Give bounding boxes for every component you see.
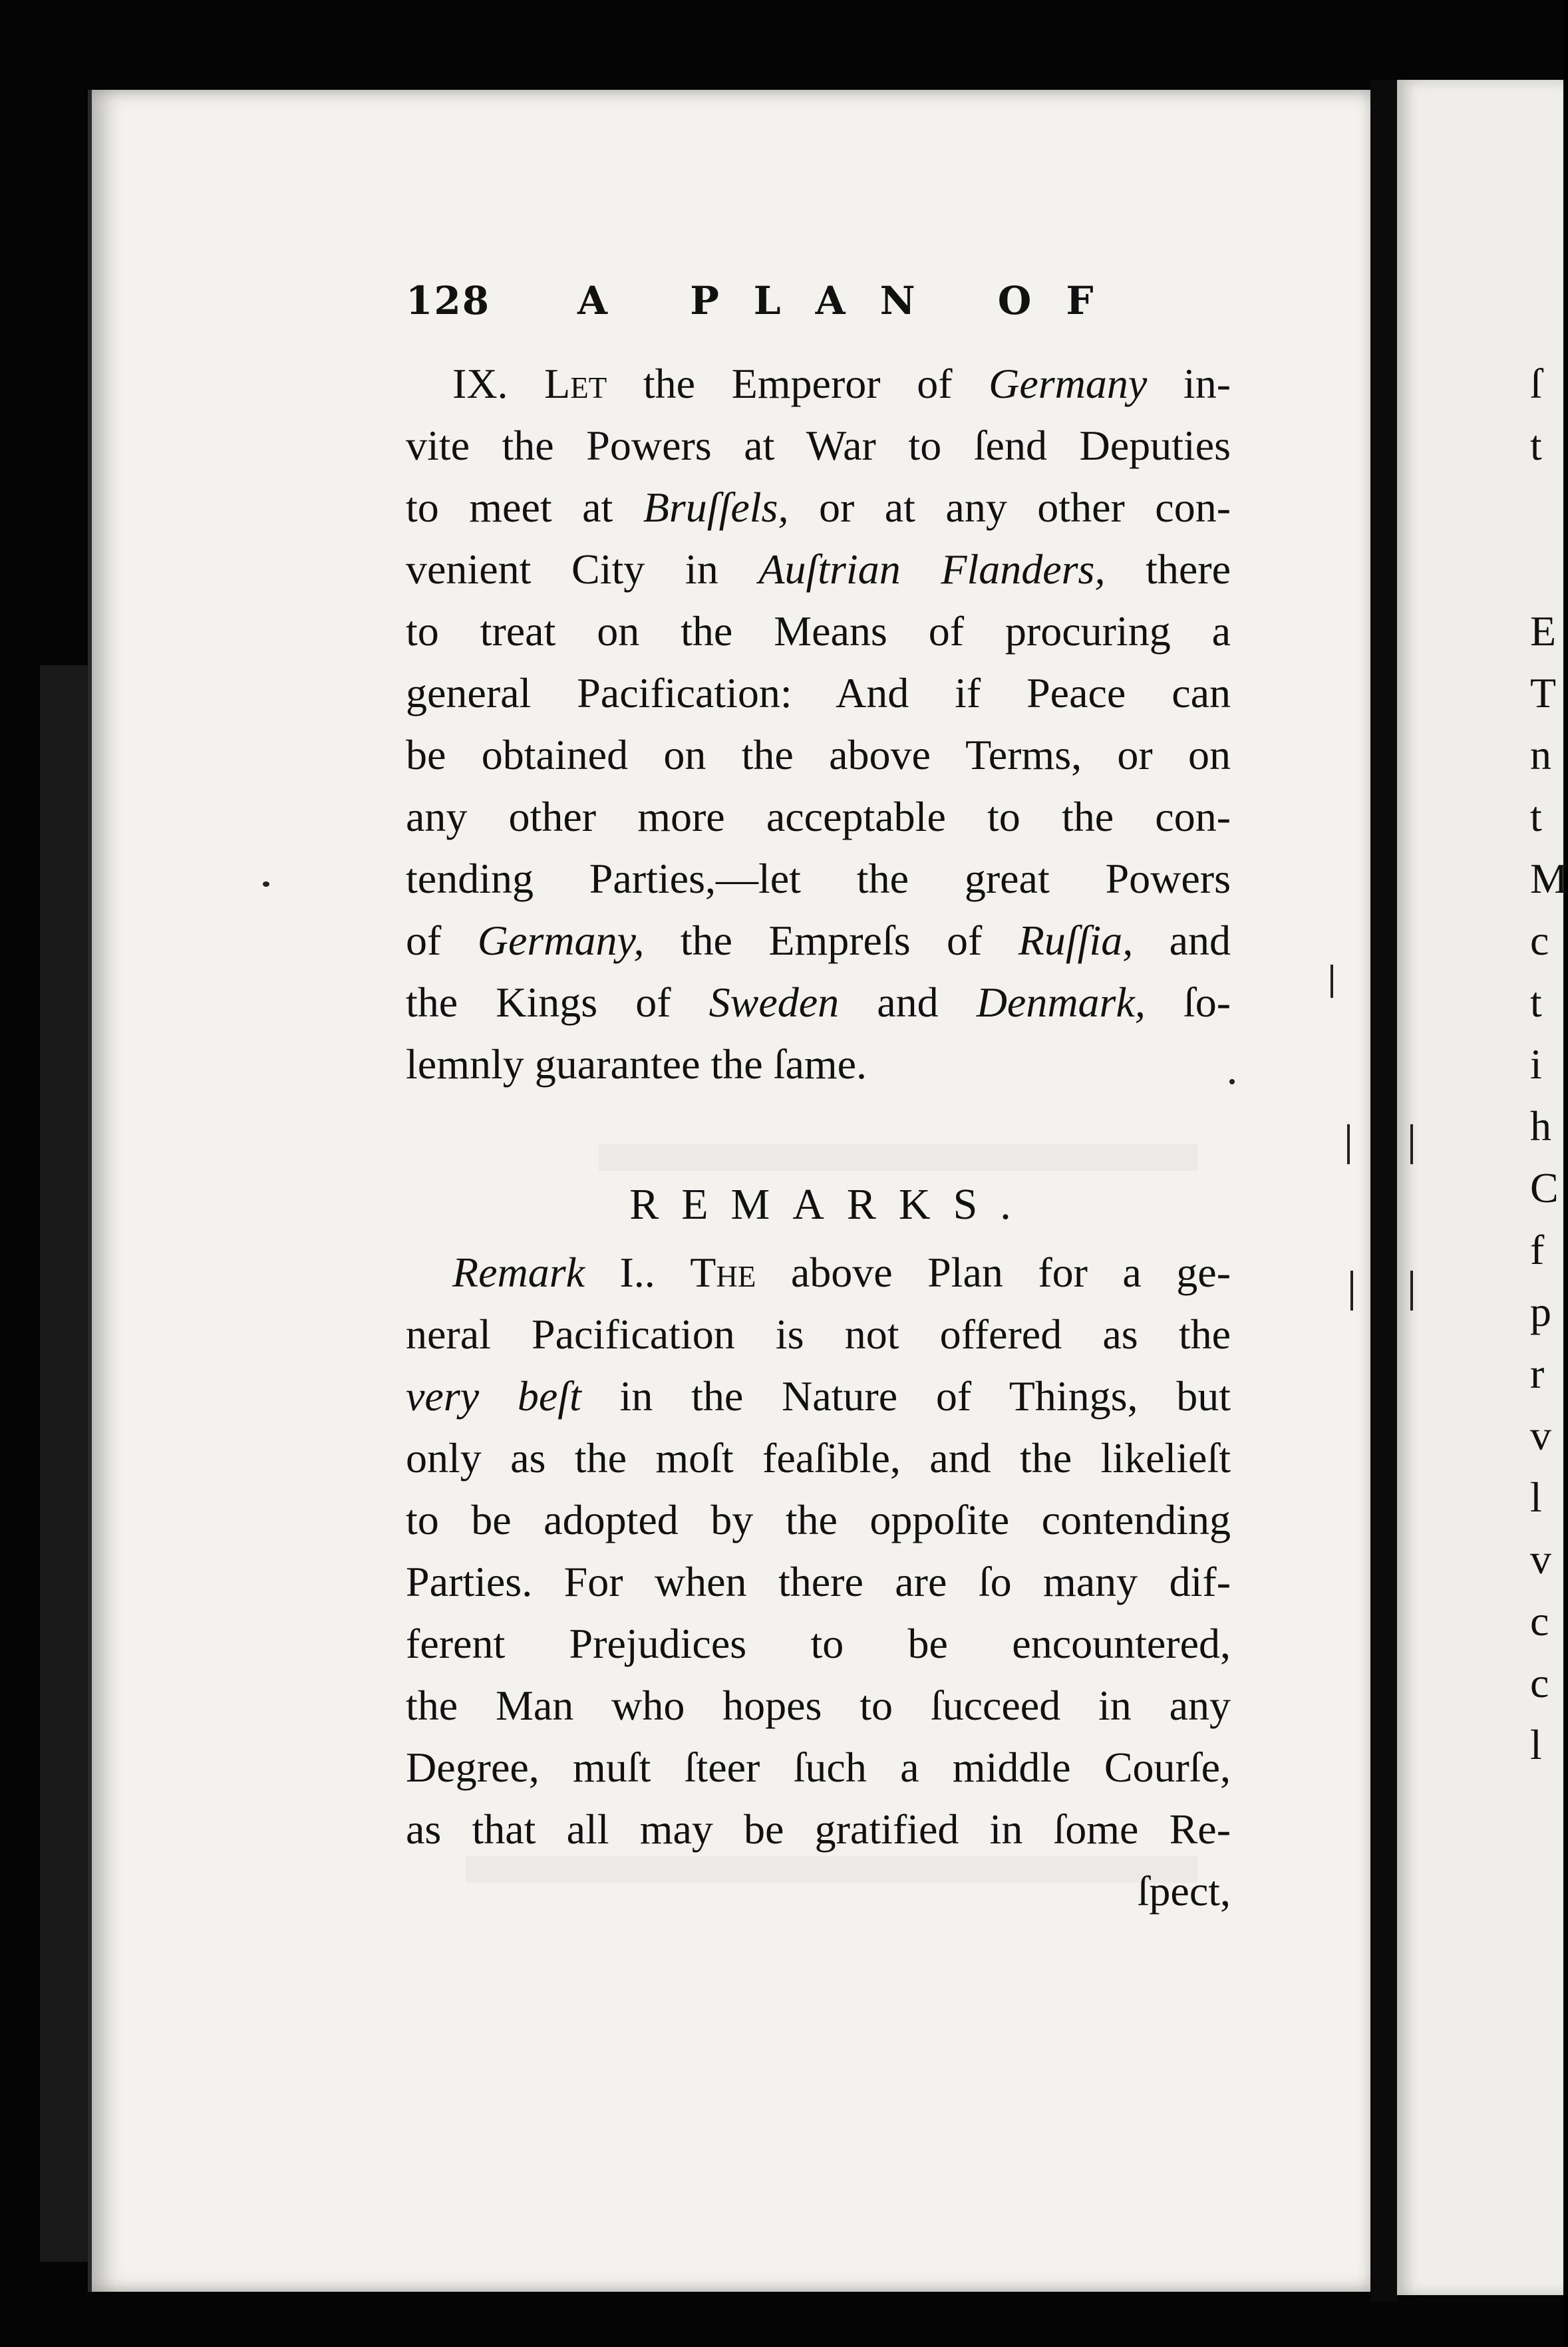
text-run: ferent Prejudices to be encountered,	[406, 1620, 1231, 1667]
facing-page-letter: v	[1530, 1412, 1551, 1459]
page-number: 128	[406, 278, 491, 323]
text-run: I..	[585, 1249, 691, 1296]
facing-page-letter: T	[1530, 669, 1557, 716]
text-line	[406, 476, 1231, 538]
text-run: the Man who hopes to ſucceed in any	[406, 1682, 1231, 1729]
italic-text: Denmark,	[976, 979, 1146, 1026]
text-line	[406, 1674, 1231, 1736]
body-text	[406, 353, 1231, 1922]
section-gap	[406, 1095, 1231, 1168]
text-line	[406, 1736, 1231, 1798]
italic-text: Remark	[452, 1249, 585, 1296]
facing-page-letter: t	[1530, 793, 1542, 840]
text-line	[406, 1033, 1231, 1095]
facing-page-letter: n	[1530, 731, 1551, 778]
text-run: in the Nature of Things, but	[581, 1372, 1231, 1420]
italic-text: Auſtrian Flanders,	[758, 546, 1106, 593]
scan-mark	[1347, 1124, 1350, 1164]
text-run: to be adopted by the oppoſite contending	[406, 1496, 1231, 1543]
text-run: and	[839, 979, 977, 1026]
italic-text: Bruſſels,	[643, 484, 789, 531]
text-line	[406, 1551, 1231, 1613]
facing-page-letter: r	[1530, 1350, 1545, 1397]
facing-page-letter: c	[1530, 1597, 1549, 1644]
text-run: above Plan for a ge-	[756, 1249, 1231, 1296]
text-run: neral Pacification is not offered as the	[406, 1311, 1231, 1358]
text-line	[406, 414, 1231, 476]
running-head	[406, 278, 1237, 338]
facing-page-letter: M	[1530, 855, 1568, 902]
scan-mark	[1410, 1124, 1413, 1164]
text-line	[406, 786, 1231, 848]
left-page-edge	[40, 665, 93, 2262]
text-line	[406, 1489, 1231, 1551]
book-gutter	[1370, 80, 1397, 2302]
text-run: the Emperor of	[607, 360, 989, 407]
text-run: IX.	[452, 360, 545, 407]
text-run: venient City in	[406, 546, 759, 593]
running-title: A PLAN OF	[577, 278, 1128, 323]
text-line	[406, 353, 1231, 414]
text-run: or at any other con-	[788, 484, 1231, 531]
facing-page-letter: E	[1530, 607, 1557, 655]
facing-page-letter: i	[1530, 1040, 1542, 1088]
text-run: as that all may be gratified in ſome Re-	[406, 1805, 1231, 1853]
text-run: any other more acceptable to the con-	[406, 793, 1231, 840]
facing-page-letter	[1530, 538, 1563, 600]
catchword: ſpect,	[1137, 1867, 1231, 1915]
facing-page-letter: t	[1530, 422, 1542, 469]
facing-page-letter: c	[1530, 917, 1549, 964]
text-run: only as the moſt feaſible, and the likelieſt	[406, 1434, 1231, 1482]
facing-page-letter: l	[1530, 1474, 1542, 1521]
remark-one	[406, 1241, 1231, 1860]
facing-page-letter: p	[1530, 1288, 1551, 1335]
text-run: to meet at	[406, 484, 643, 531]
text-line	[406, 1303, 1231, 1365]
text-run: and	[1133, 917, 1231, 964]
facing-page-letter: l	[1530, 1721, 1542, 1768]
text-line	[406, 1798, 1231, 1860]
text-run: Degree, muſt ſteer ſuch a middle Courſe,	[406, 1744, 1231, 1791]
text-line	[406, 1613, 1231, 1674]
article-ix	[406, 353, 1231, 1095]
text-run: lemnly guarantee the ſame.	[406, 1040, 867, 1088]
text-line	[406, 600, 1231, 662]
text-line	[406, 662, 1231, 724]
text-run: to treat on the Means of procuring a	[406, 607, 1231, 655]
facing-page-edge-text	[1530, 353, 1568, 1776]
italic-text: Germany	[989, 360, 1148, 407]
italic-text: Germany,	[477, 917, 645, 964]
facing-page-letter: v	[1530, 1535, 1551, 1583]
text-line	[406, 909, 1231, 971]
italic-text: Sweden	[708, 979, 840, 1026]
scan-mark	[1410, 1271, 1413, 1311]
small-caps-text: Let	[544, 360, 607, 407]
facing-page-letter: C	[1530, 1164, 1559, 1211]
text-line	[406, 538, 1231, 600]
scan-mark	[1350, 1271, 1353, 1311]
facing-page-letter	[1530, 476, 1563, 538]
remarks-heading: REMARKS.	[629, 1180, 1034, 1229]
italic-text: very beſt	[406, 1372, 581, 1420]
text-line	[406, 1241, 1231, 1303]
text-run: of	[406, 917, 478, 964]
text-line	[406, 971, 1231, 1033]
italic-text: Ruſſia,	[1018, 917, 1134, 964]
text-line	[406, 1427, 1231, 1489]
facing-page-letter: ſ	[1530, 360, 1542, 407]
facing-page-letter: t	[1530, 979, 1542, 1026]
text-run: there	[1105, 546, 1231, 593]
facing-page-letter: c	[1530, 1659, 1549, 1706]
scan-speck	[1229, 1079, 1235, 1084]
text-run: vite the Powers at War to ſend Deputies	[406, 422, 1231, 469]
text-run: the Empreſs of	[644, 917, 1019, 964]
text-run: in-	[1147, 360, 1231, 407]
text-line	[406, 848, 1231, 909]
scan-mark	[1331, 965, 1333, 998]
text-run: be obtained on the above Terms, or on	[406, 731, 1231, 778]
text-line	[406, 1365, 1231, 1427]
text-run: general Pacification: And if Peace can	[406, 669, 1231, 716]
facing-page-letter: h	[1530, 1102, 1551, 1150]
text-run: Parties. For when there are ſo many dif-	[406, 1558, 1231, 1605]
facing-page-letter: f	[1530, 1226, 1545, 1273]
scan-speck	[263, 881, 269, 887]
text-run: the Kings of	[406, 979, 709, 1026]
text-run: tending Parties,—let the great Powers	[406, 855, 1231, 902]
text-run: ſo-	[1145, 979, 1231, 1026]
small-caps-text: The	[690, 1249, 756, 1296]
text-line	[406, 724, 1231, 786]
